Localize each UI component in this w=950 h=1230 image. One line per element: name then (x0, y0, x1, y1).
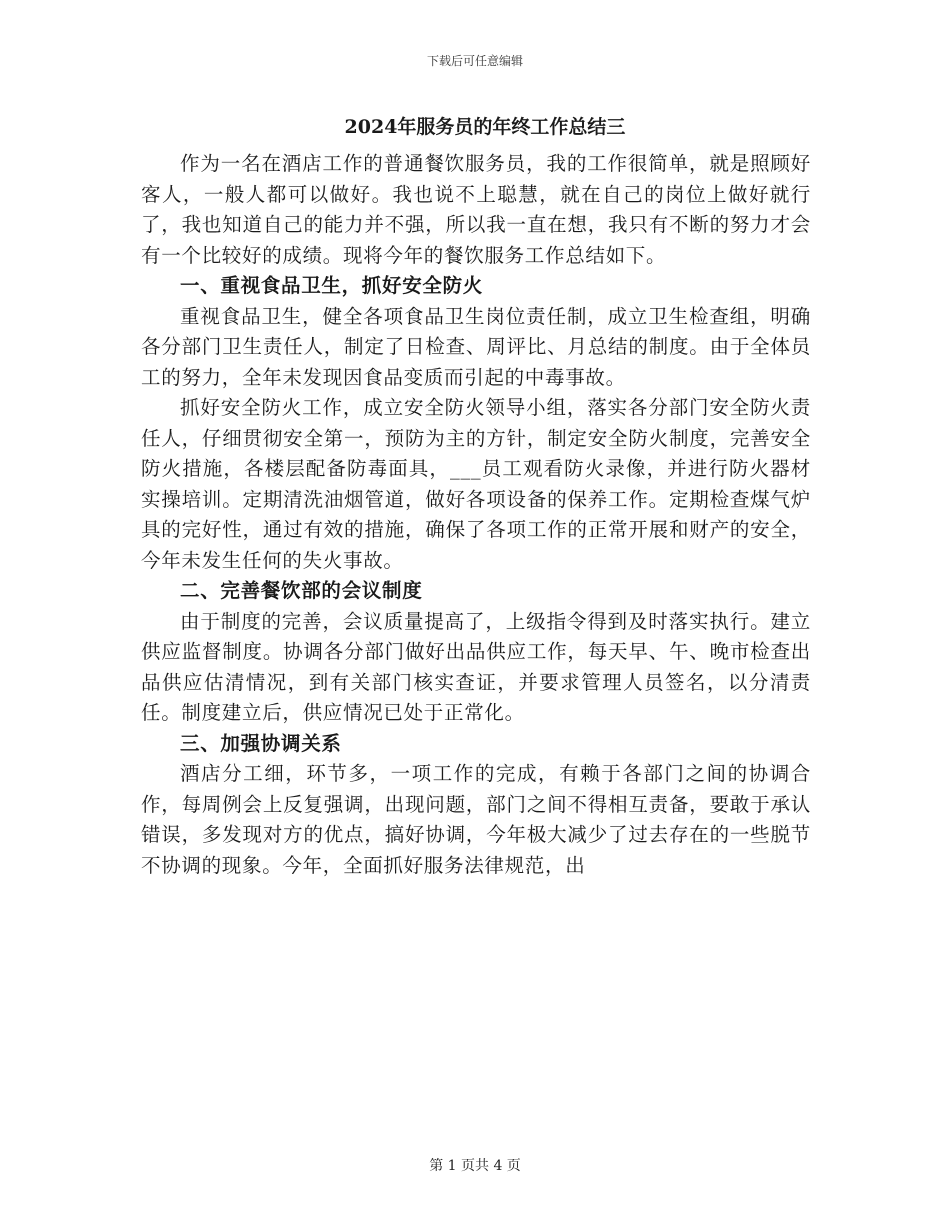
section-heading-coordination: 三、加强协调关系 (180, 731, 342, 755)
page-number: 第 1 页共 4 页 (429, 1158, 521, 1174)
paragraph-fire-safety: 抓好安全防火工作，成立安全防火领导小组，落实各分部门安全防火责任人，仔细贯彻安全第一，预防为主的方针，制定安全防火制度，完善安全防火措施，各楼层配备防毒面具，___员工观看防火录像，并进行防火器材实操培训。定期清洗油烟管道，做好各项设备的保养工作。定期检查煤气炉具的完好性，通过有效的措施，确保了各项工作的正常开展和财产的安全，今年未发生任何的失火事故。 (141, 396, 811, 572)
intro-paragraph: 作为一名在酒店工作的普通餐饮服务员，我的工作很简单，就是照顾好客人，一般人都可以做好。我也说不上聪慧，就在自己的岗位上做好就行了，我也知道自己的能力并不强，所以我一直在想，我只有不断的努力才会有一个比较好的成绩。现将今年的餐饮服务工作总结如下。 (141, 152, 811, 267)
section-heading-meeting-system: 二、完善餐饮部的会议制度 (180, 579, 423, 602)
paragraph-coordination: 酒店分工细，环节多，一项工作的完成，有赖于各部门之间的协调合作，每周例会上反复强调，出现问题，部门之间不得相互责备，要敢于承认错误，多发现对方的优点，搞好协调，今年极大减少了过去存在的一些脱节不协调的现象。今年，全面抓好服务法律规范，出 (141, 762, 811, 877)
document-title: 2024年服务员的年终工作总结三 (344, 116, 626, 138)
paragraph-food-hygiene: 重视食品卫生，健全各项食品卫生岗位责任制，成立卫生检查组，明确各分部门卫生责任人，制定了日检查、周评比、月总结的制度。由于全体员工的努力，全年未发现因食品变质而引起的中毒事故。 (141, 304, 811, 389)
page-header-note: 下载后可任意编辑 (426, 54, 523, 68)
paragraph-meeting-system: 由于制度的完善，会议质量提高了，上级指令得到及时落实执行。建立供应监督制度。协调各分部门做好出品供应工作，每天早、午、晚市检查出品供应估清情况，到有关部门核实查证，并要求管理人员签名，以分清责任。制度建立后，供应情况已处于正常化。 (141, 609, 811, 724)
document-body (141, 149, 811, 881)
section-heading-food-safety: 一、重视食品卫生，抓好安全防火 (180, 274, 484, 297)
